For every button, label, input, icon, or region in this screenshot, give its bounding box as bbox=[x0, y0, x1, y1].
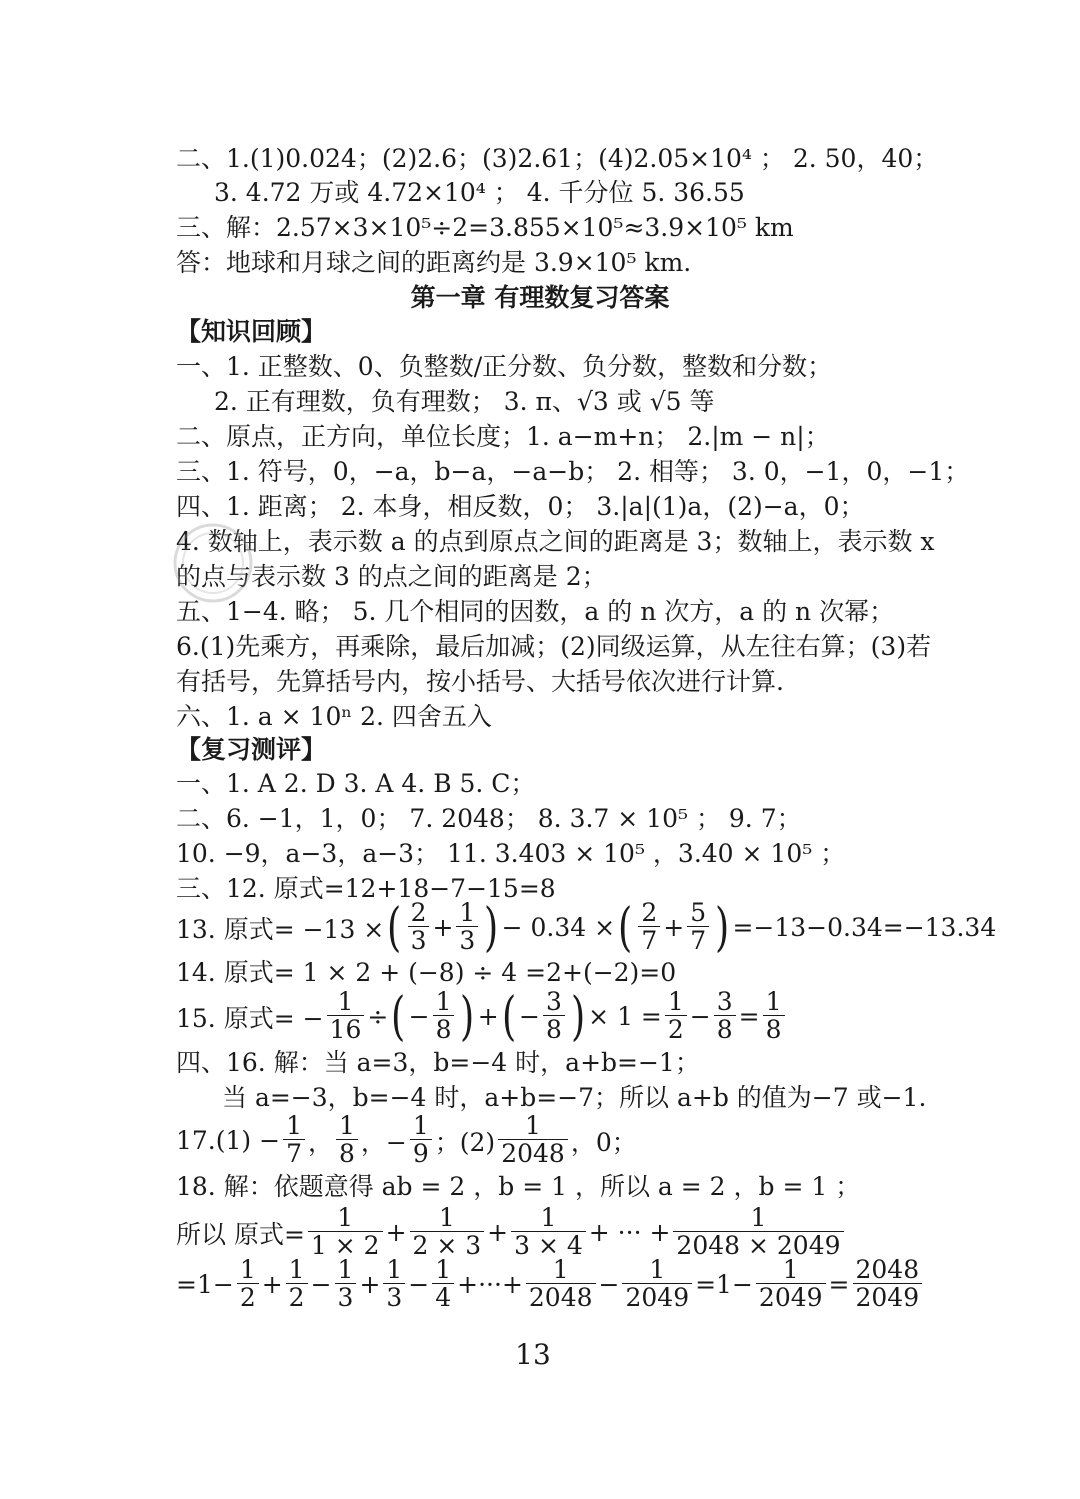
q17-middle: ；(2) bbox=[434, 1127, 496, 1157]
review-test-title: 【复习测评】 bbox=[176, 735, 327, 764]
separator: ， bbox=[307, 1127, 333, 1157]
knowledge-line-10: 有括号，先算括号内，按小括号、大括号依次进行计算. bbox=[176, 667, 784, 696]
operator: − bbox=[598, 1270, 620, 1299]
knowledge-line-9: 6.(1)先乘方，再乘除，最后加减；(2)同级运算，从左往右算；(3)若 bbox=[176, 632, 932, 661]
denominator: 2 bbox=[665, 1015, 687, 1044]
denominator: 9 bbox=[410, 1139, 432, 1168]
numerator: 1 bbox=[750, 1203, 767, 1232]
knowledge-review-title: 【知识回顾】 bbox=[176, 317, 327, 346]
review-line-2: 二、6. −1，1，0； 7. 2048； 8. 3.7 × 10⁵ ； 9. 7； bbox=[176, 804, 802, 833]
left-paren: ( bbox=[391, 986, 406, 1047]
denominator: 8 bbox=[433, 1015, 455, 1044]
chapter-title: 第一章 有理数复习答案 bbox=[410, 283, 670, 312]
numerator: 3 bbox=[716, 987, 733, 1016]
left-paren: ( bbox=[387, 897, 402, 958]
fraction bbox=[526, 1257, 596, 1312]
numerator: 1 bbox=[435, 1255, 452, 1284]
denominator: 2049 bbox=[756, 1283, 826, 1312]
answer-16-line-2: 当 a=−3，b=−4 时，a+b=−7；所以 a+b 的值为−7 或−1. bbox=[222, 1083, 927, 1112]
separator: ，− bbox=[360, 1127, 407, 1157]
minus-sign: − bbox=[519, 1002, 540, 1031]
numerator: 1 bbox=[337, 1203, 354, 1232]
fraction bbox=[763, 989, 785, 1044]
operator: + bbox=[487, 1218, 509, 1247]
q13-result: =−13−0.34=−13.34 bbox=[732, 913, 997, 942]
denominator: 2049 bbox=[853, 1283, 923, 1312]
numerator: 1 bbox=[525, 1111, 541, 1140]
knowledge-line-8: 五、1−4. 略； 5. 几个相同的因数，a 的 n 次方，a 的 n 次幂； bbox=[176, 597, 895, 626]
numerator: 1 bbox=[239, 1255, 256, 1284]
numerator: 1 bbox=[667, 987, 684, 1016]
numerator: 1 bbox=[552, 1255, 569, 1284]
denominator: 2 bbox=[237, 1283, 259, 1312]
fraction bbox=[237, 1257, 259, 1312]
operator: ÷ bbox=[367, 1002, 389, 1031]
denominator: 3 bbox=[383, 1283, 405, 1312]
answer-18-line-2 bbox=[176, 1205, 847, 1260]
operator: − bbox=[310, 1270, 332, 1299]
fraction bbox=[638, 900, 660, 955]
denominator: 8 bbox=[714, 1015, 736, 1044]
denominator: 3 bbox=[335, 1283, 357, 1312]
q18-expansion-start: =1− bbox=[176, 1270, 234, 1299]
numerator: 1 bbox=[765, 987, 782, 1016]
operator: +···+ bbox=[457, 1270, 523, 1299]
fraction bbox=[408, 900, 430, 955]
denominator: 7 bbox=[283, 1139, 305, 1168]
numerator: 2 bbox=[410, 898, 427, 927]
review-line-3: 10. −9，a−3，a−3； 11. 3.403 × 10⁵ ，3.40 × 10⁵ ； bbox=[176, 839, 846, 868]
fraction bbox=[410, 1205, 485, 1260]
q17-prefix: 17.(1) − bbox=[176, 1126, 281, 1155]
fraction bbox=[853, 1257, 923, 1312]
numerator: 1 bbox=[782, 1255, 799, 1284]
operator: =1− bbox=[695, 1270, 753, 1299]
answer-15 bbox=[176, 986, 788, 1047]
numerator: 1 bbox=[339, 1111, 355, 1140]
review-line-4: 三、12. 原式=12+18−7−15=8 bbox=[176, 874, 556, 903]
fraction bbox=[673, 1205, 843, 1260]
fraction bbox=[511, 1205, 586, 1260]
denominator: 4 bbox=[432, 1283, 454, 1312]
numerator: 1 bbox=[459, 898, 476, 927]
page-number: 13 bbox=[515, 1338, 551, 1371]
denominator: 2 bbox=[286, 1283, 308, 1312]
right-paren: ) bbox=[460, 986, 475, 1047]
operator: + bbox=[359, 1270, 381, 1299]
answer-17 bbox=[176, 1113, 637, 1168]
fraction bbox=[543, 989, 565, 1044]
fraction bbox=[498, 1113, 568, 1168]
top-line-3: 三、解：2.57×3×10⁵÷2=3.855×10⁵≈3.9×10⁵ km bbox=[176, 213, 794, 242]
numerator: 1 bbox=[337, 987, 354, 1016]
denominator: 2 × 3 bbox=[410, 1231, 485, 1260]
fraction bbox=[283, 1113, 305, 1168]
operator: + bbox=[261, 1270, 283, 1299]
fraction bbox=[756, 1257, 826, 1312]
numerator: 1 bbox=[435, 987, 452, 1016]
operator: − bbox=[689, 1002, 711, 1031]
operator: + ··· + bbox=[588, 1218, 671, 1247]
q15-prefix: 15. 原式= − bbox=[176, 1003, 324, 1033]
q18-prefix: 所以 原式= bbox=[176, 1219, 305, 1249]
knowledge-line-7: 的点与表示数 3 的点之间的距离是 2； bbox=[176, 562, 607, 591]
denominator: 3 × 4 bbox=[511, 1231, 586, 1260]
fraction bbox=[665, 989, 687, 1044]
denominator: 3 bbox=[408, 926, 430, 955]
review-line-1: 一、1. A 2. D 3. A 4. B 5. C； bbox=[176, 769, 536, 798]
fraction bbox=[714, 989, 736, 1044]
answer-13 bbox=[176, 897, 997, 958]
operator: + bbox=[385, 1218, 407, 1247]
numerator: 1 bbox=[286, 1111, 302, 1140]
left-paren: ( bbox=[501, 986, 516, 1047]
left-paren: ( bbox=[618, 897, 633, 958]
numerator: 1 bbox=[649, 1255, 666, 1284]
knowledge-line-6: 4. 数轴上，表示数 a 的点到原点之间的距离是 3；数轴上，表示数 x bbox=[176, 527, 935, 556]
denominator: 8 bbox=[543, 1015, 565, 1044]
answer-16-line-1: 四、16. 解：当 a=3，b=−4 时，a+b=−1； bbox=[176, 1048, 700, 1077]
fraction bbox=[335, 1257, 357, 1312]
knowledge-line-5: 四、1. 距离； 2. 本身，相反数，0； 3.|a|(1)a，(2)−a，0； bbox=[176, 492, 865, 521]
denominator: 2049 bbox=[622, 1283, 692, 1312]
numerator: 1 bbox=[540, 1203, 557, 1232]
denominator: 1 × 2 bbox=[308, 1231, 383, 1260]
top-line-2: 3. 4.72 万或 4.72×10⁴ ； 4. 千分位 5. 36.55 bbox=[214, 178, 745, 207]
minus-sign: − bbox=[408, 1002, 430, 1031]
fraction bbox=[433, 989, 455, 1044]
denominator: 3 bbox=[456, 926, 478, 955]
operator: + bbox=[663, 913, 685, 942]
fraction bbox=[336, 1113, 358, 1168]
answer-18-line-3 bbox=[176, 1257, 925, 1312]
q15-tail: × 1 = bbox=[588, 1002, 662, 1031]
numerator: 1 bbox=[337, 1255, 354, 1284]
denominator: 2048 bbox=[526, 1283, 596, 1312]
fraction bbox=[432, 1257, 454, 1312]
operator: − bbox=[408, 1270, 430, 1299]
fraction bbox=[308, 1205, 383, 1260]
numerator: 1 bbox=[438, 1203, 455, 1232]
knowledge-line-3: 二、原点，正方向，单位长度；1. a−m+n； 2.|m − n|； bbox=[176, 422, 830, 451]
operator: + bbox=[477, 1002, 499, 1031]
answer-18-line-1: 18. 解：依题意得 ab = 2 ，b = 1 ，所以 a = 2 ，b = 1 ； bbox=[176, 1172, 861, 1201]
denominator: 7 bbox=[638, 926, 660, 955]
fraction bbox=[410, 1113, 432, 1168]
operator: = bbox=[738, 1002, 760, 1031]
right-paren: ) bbox=[715, 897, 730, 958]
top-line-4: 答：地球和月球之间的距离约是 3.9×10⁵ km. bbox=[176, 248, 692, 277]
fraction bbox=[622, 1257, 692, 1312]
knowledge-line-4: 三、1. 符号，0，−a，b−a，−a−b； 2. 相等； 3. 0，−1，0，−1； bbox=[176, 457, 970, 486]
numerator: 3 bbox=[545, 987, 562, 1016]
watermark-seal-icon bbox=[168, 518, 258, 608]
numerator: 1 bbox=[386, 1255, 403, 1284]
q13-middle: − 0.34 × bbox=[501, 913, 616, 942]
operator: = bbox=[828, 1270, 850, 1299]
q17-suffix: ，0； bbox=[570, 1127, 637, 1157]
fraction bbox=[327, 989, 365, 1044]
fraction bbox=[286, 1257, 308, 1312]
answer-14: 14. 原式= 1 × 2 + (−8) ÷ 4 =2+(−2)=0 bbox=[176, 958, 677, 987]
fraction bbox=[383, 1257, 405, 1312]
denominator: 8 bbox=[763, 1015, 785, 1044]
q13-prefix: 13. 原式= −13 × bbox=[176, 914, 385, 944]
operator: + bbox=[432, 913, 454, 942]
knowledge-line-2: 2. 正有理数，负有理数； 3. π、√3 或 √5 等 bbox=[214, 387, 715, 416]
knowledge-line-11: 六、1. a × 10ⁿ 2. 四舍五入 bbox=[176, 702, 492, 731]
denominator: 7 bbox=[687, 926, 709, 955]
denominator: 8 bbox=[336, 1139, 358, 1168]
denominator: 16 bbox=[327, 1015, 365, 1044]
numerator: 1 bbox=[288, 1255, 305, 1284]
right-paren: ) bbox=[570, 986, 586, 1047]
denominator: 2048 bbox=[498, 1139, 568, 1168]
knowledge-line-1: 一、1. 正整数、0、负整数/正分数、负分数，整数和分数； bbox=[176, 352, 833, 381]
numerator: 5 bbox=[690, 898, 707, 927]
fraction bbox=[456, 900, 478, 955]
numerator: 2 bbox=[641, 898, 658, 927]
numerator: 1 bbox=[412, 1111, 429, 1140]
top-line-1: 二、1.(1)0.024；(2)2.6；(3)2.61；(4)2.05×10⁴ ； 2. 50，40； bbox=[176, 144, 939, 173]
fraction bbox=[687, 900, 709, 955]
denominator: 2048 × 2049 bbox=[673, 1231, 843, 1260]
numerator: 2048 bbox=[855, 1255, 920, 1284]
right-paren: ) bbox=[484, 897, 499, 958]
